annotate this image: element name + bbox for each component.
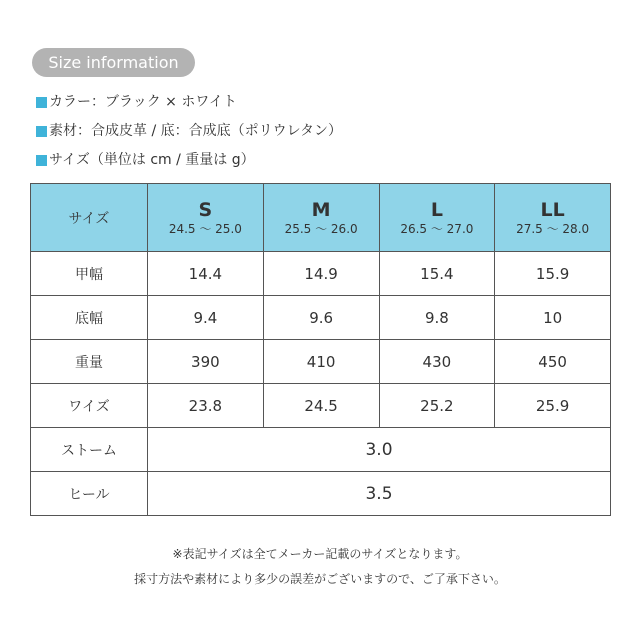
table-row-sole-width xyxy=(31,296,611,340)
table-row-instep-width xyxy=(31,252,611,296)
header-label-size: サイズ xyxy=(31,184,148,252)
size-name: LL xyxy=(540,198,565,221)
spec-color xyxy=(36,93,237,111)
size-name: M xyxy=(311,198,331,221)
table-header-row xyxy=(31,184,611,252)
table-cell: 15.9 xyxy=(495,252,611,296)
row-label: 底幅 xyxy=(31,296,148,340)
table-cell: 10 xyxy=(495,296,611,340)
table-cell: 24.5 xyxy=(263,384,379,428)
size-range: 25.5 〜 26.0 xyxy=(284,221,358,236)
spec-material xyxy=(36,122,342,140)
header-size-s xyxy=(148,184,264,252)
header-size-m xyxy=(263,184,379,252)
row-label: ストーム xyxy=(31,428,148,472)
size-name: L xyxy=(430,198,443,221)
size-range: 24.5 〜 25.0 xyxy=(168,221,242,236)
row-label: 甲幅 xyxy=(31,252,148,296)
table-cell: 390 xyxy=(148,340,264,384)
table-row-wise xyxy=(31,384,611,428)
note-size-disclaimer: ※表記サイズは全てメーカー記載のサイズとなります。 xyxy=(172,547,468,561)
square-bullet-icon xyxy=(36,97,47,108)
square-bullet-icon xyxy=(36,155,47,166)
spec-size-unit xyxy=(36,151,255,169)
size-name: S xyxy=(198,198,213,221)
table-row-weight xyxy=(31,340,611,384)
spec-size-unit-text: サイズ（単位は cm / 重量は g） xyxy=(49,152,255,168)
table-cell: 9.4 xyxy=(148,296,264,340)
table-cell-span: 3.0 xyxy=(148,428,611,472)
table-cell: 14.9 xyxy=(263,252,379,296)
table-cell: 14.4 xyxy=(148,252,264,296)
table-cell: 23.8 xyxy=(148,384,264,428)
row-label: 重量 xyxy=(31,340,148,384)
table-cell: 25.2 xyxy=(379,384,495,428)
size-information-badge: Size information xyxy=(32,48,195,77)
square-bullet-icon xyxy=(36,126,47,137)
row-label: ヒール xyxy=(31,472,148,516)
size-range: 27.5 〜 28.0 xyxy=(516,221,590,236)
table-cell: 9.8 xyxy=(379,296,495,340)
table-row-heel xyxy=(31,472,611,516)
header-size-l xyxy=(379,184,495,252)
table-cell-span: 3.5 xyxy=(148,472,611,516)
table-cell: 15.4 xyxy=(379,252,495,296)
size-range: 26.5 〜 27.0 xyxy=(400,221,474,236)
spec-material-text: 素材：合成皮革 / 底：合成底（ポリウレタン） xyxy=(49,123,343,139)
table-cell: 450 xyxy=(495,340,611,384)
size-table xyxy=(30,183,611,516)
row-label: ワイズ xyxy=(31,384,148,428)
note-measurement-disclaimer: 採寸方法や素材により多少の誤差がございますので、ご了承下さい。 xyxy=(134,572,506,586)
table-cell: 430 xyxy=(379,340,495,384)
spec-color-text: カラー：ブラック × ホワイト xyxy=(49,94,237,110)
table-cell: 410 xyxy=(263,340,379,384)
table-cell: 9.6 xyxy=(263,296,379,340)
header-size-ll xyxy=(495,184,611,252)
table-row-storm xyxy=(31,428,611,472)
table-cell: 25.9 xyxy=(495,384,611,428)
